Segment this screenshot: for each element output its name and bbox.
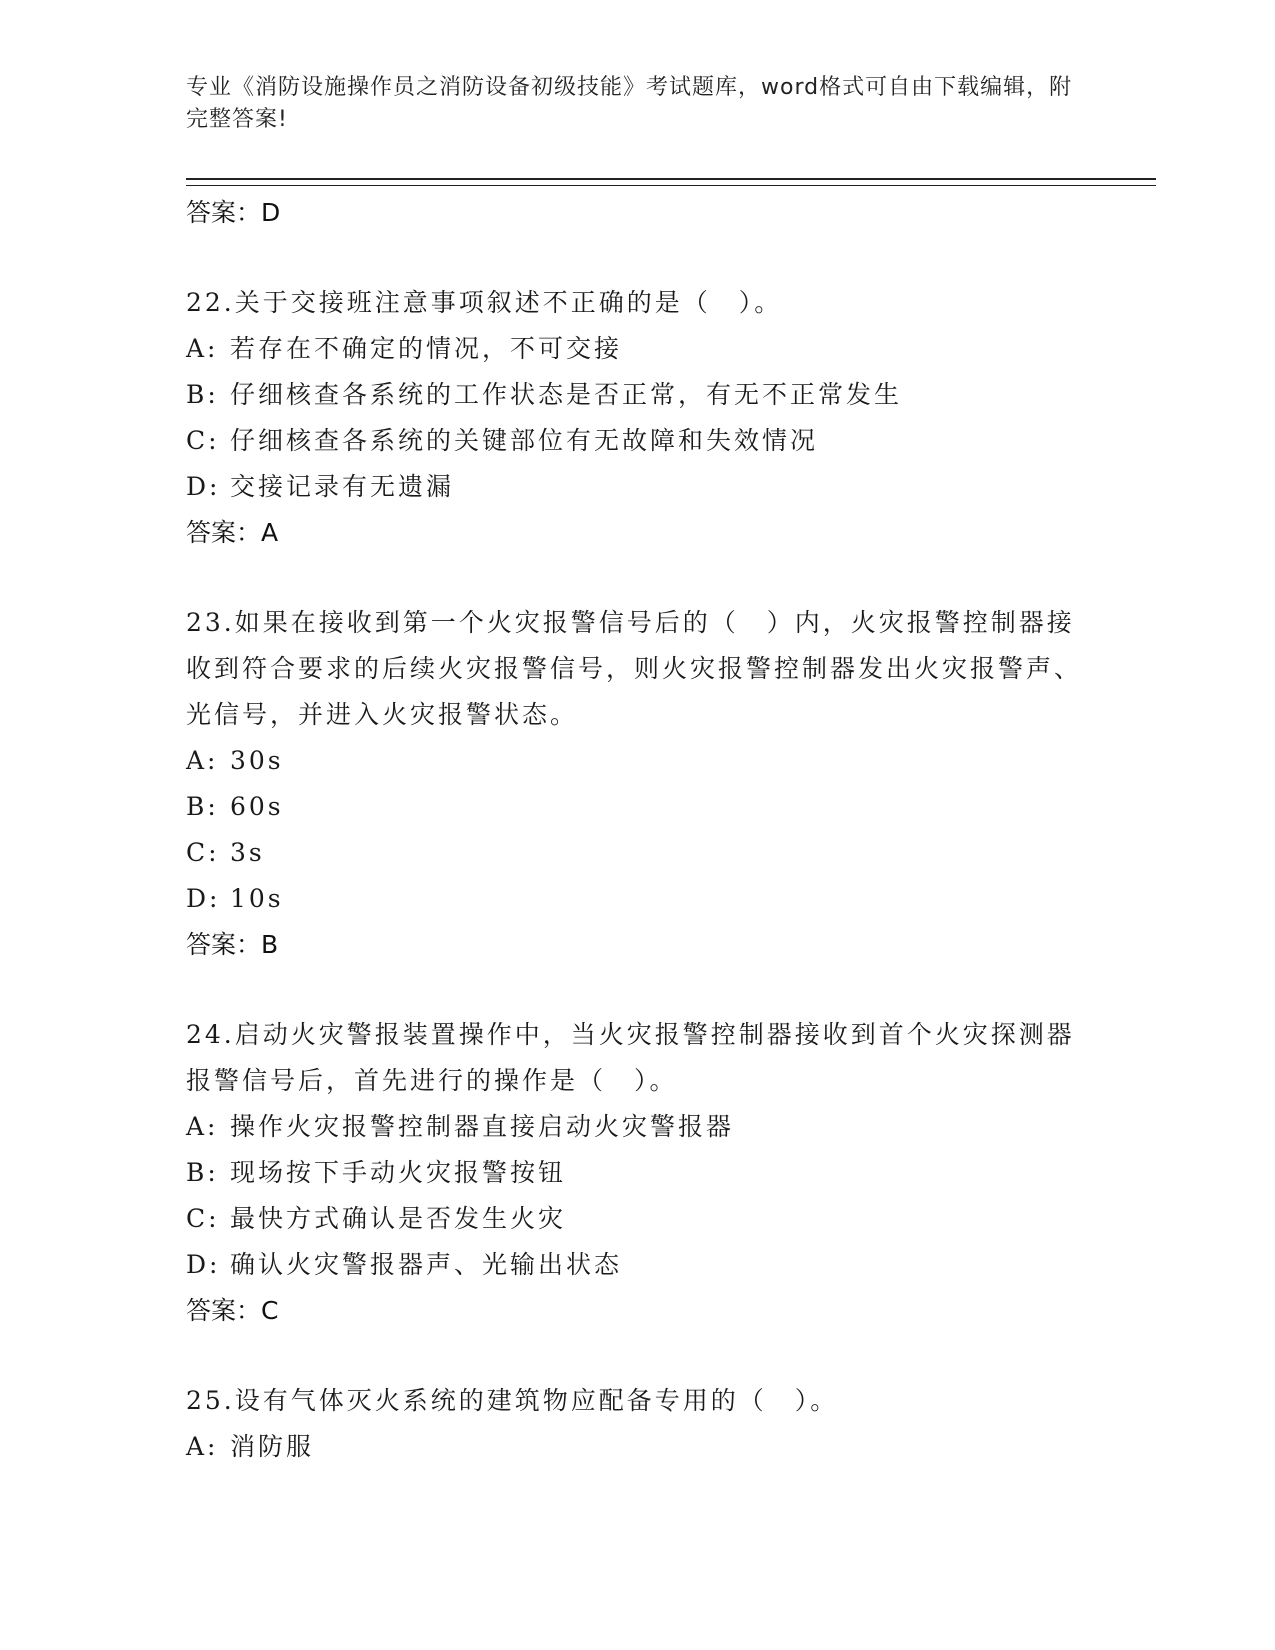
option-a (186, 738, 1086, 784)
option-key: D: (186, 1250, 221, 1279)
option-key: A: (186, 1432, 219, 1461)
question-23 (186, 600, 1086, 968)
option-text: 仔细核查各系统的关键部位有无故障和失效情况 (230, 426, 819, 455)
option-text: 最快方式确认是否发生火灾 (230, 1204, 567, 1233)
option-text: 消防服 (230, 1432, 315, 1461)
option-c (186, 1196, 1086, 1242)
option-text: 交接记录有无遗漏 (230, 472, 455, 501)
answer-label: 答案：A (186, 518, 279, 547)
option-c (186, 418, 1086, 464)
option-key: B: (186, 1158, 219, 1187)
previous-answer: 答案：D (186, 198, 281, 227)
option-a (186, 326, 1086, 372)
option-b (186, 784, 1086, 830)
option-text: 10s (230, 884, 284, 913)
option-key: D: (186, 472, 221, 501)
option-b (186, 372, 1086, 418)
option-b (186, 1150, 1086, 1196)
question-22 (186, 280, 1086, 556)
option-d (186, 1242, 1086, 1288)
option-key: A: (186, 334, 219, 363)
question-text: 22.关于交接班注意事项叙述不正确的是（ ）。 (186, 288, 783, 317)
option-text: 30s (230, 746, 284, 775)
option-text: 若存在不确定的情况，不可交接 (230, 334, 623, 363)
header-rule (186, 178, 1156, 186)
question-text: 25.设有气体灭火系统的建筑物应配备专用的（ ）。 (186, 1386, 839, 1415)
option-a (186, 1424, 1086, 1470)
option-key: B: (186, 792, 219, 821)
question-text: 24.启动火灾警报装置操作中，当火灾报警控制器接收到首个火灾探测器报警信号后，首先进行的操作是（ ）。 (186, 1020, 1075, 1095)
document-body (186, 190, 1086, 1470)
option-a (186, 1104, 1086, 1150)
answer-label: 答案：B (186, 930, 279, 959)
option-key: C: (186, 426, 220, 455)
option-c (186, 830, 1086, 876)
option-text: 确认火灾警报器声、光输出状态 (230, 1250, 623, 1279)
answer-label: 答案：C (186, 1296, 279, 1325)
option-text: 3s (230, 838, 265, 867)
question-25 (186, 1378, 1086, 1470)
question-text: 23.如果在接收到第一个火灾报警信号后的（ ）内，火灾报警控制器接收到符合要求的后续火灾报警信号，则火灾报警控制器发出火灾报警声、光信号，并进入火灾报警状态。 (186, 608, 1083, 729)
option-key: C: (186, 838, 220, 867)
option-d (186, 876, 1086, 922)
question-24 (186, 1012, 1086, 1334)
option-text: 操作火灾报警控制器直接启动火灾警报器 (230, 1112, 735, 1141)
option-text: 仔细核查各系统的工作状态是否正常，有无不正常发生 (230, 380, 903, 409)
option-text: 现场按下手动火灾报警按钮 (230, 1158, 567, 1187)
option-key: A: (186, 746, 219, 775)
option-text: 60s (230, 792, 284, 821)
option-key: B: (186, 380, 219, 409)
option-key: C: (186, 1204, 220, 1233)
option-key: A: (186, 1112, 219, 1141)
document-header: 专业《消防设施操作员之消防设备初级技能》考试题库，word格式可自由下载编辑，附完整答案! (186, 75, 1073, 132)
option-key: D: (186, 884, 221, 913)
option-d (186, 464, 1086, 510)
